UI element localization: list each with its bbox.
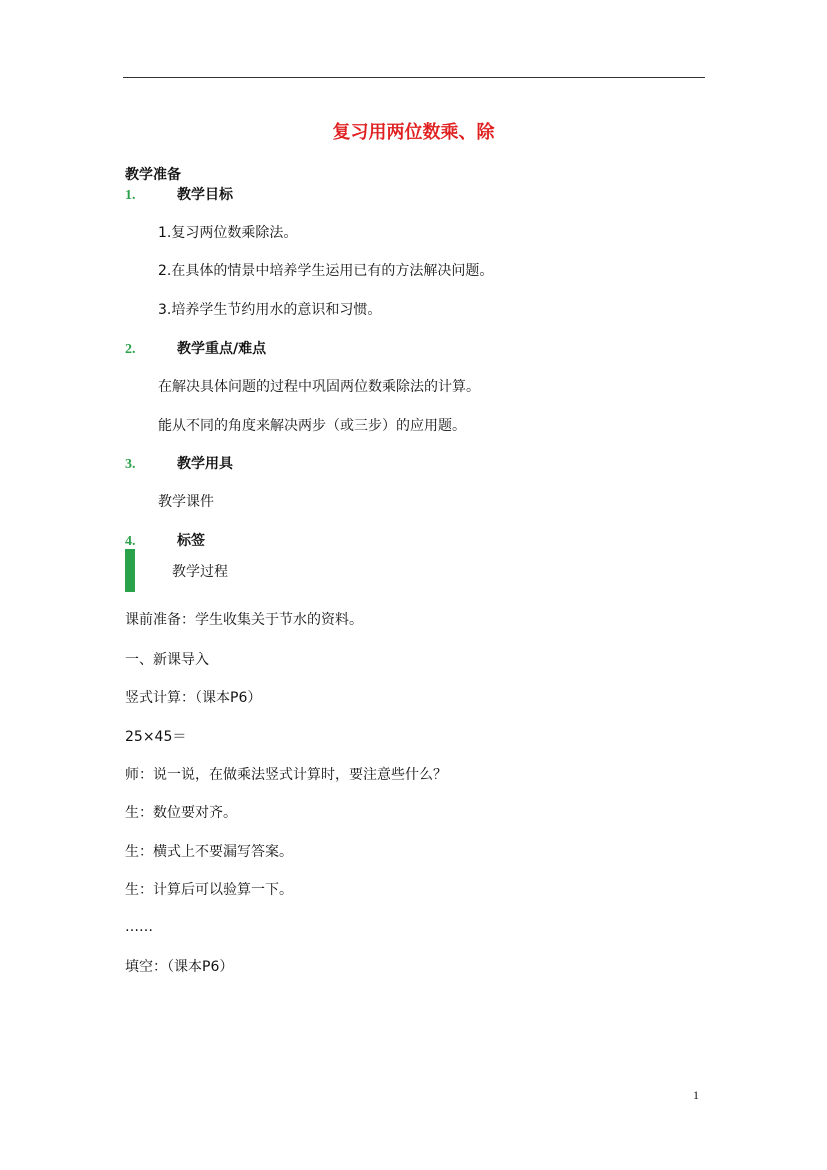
body-paragraph: …… [125,919,153,935]
section-2-heading: 教学重点/难点 [177,341,267,357]
body-paragraph: 25×45＝ [125,729,187,745]
body-paragraph: 一、新课导入 [125,652,209,668]
section-heading: 教学准备 [125,167,181,183]
body-paragraph: 生：数位要对齐。 [125,805,237,821]
body-paragraph: 生：横式上不要漏写答案。 [125,844,293,860]
section-2-item: 能从不同的角度来解决两步（或三步）的应用题。 [158,418,466,434]
section-1-heading: 教学目标 [177,187,233,203]
section-3-item: 教学课件 [158,494,214,510]
section-1-item: 1.复习两位数乘除法。 [158,225,298,241]
page-number: 1 [693,1088,699,1102]
section-1-item: 2.在具体的情景中培养学生运用已有的方法解决问题。 [158,263,494,279]
body-paragraph: 竖式计算：（课本P6） [125,690,262,706]
body-paragraph: 课前准备：学生收集关于节水的资料。 [125,612,363,628]
body-paragraph: 填空：（课本P6） [125,959,234,975]
section-2-item: 在解决具体问题的过程中巩固两位数乘除法的计算。 [158,379,480,395]
green-marker-bar [125,549,135,592]
section-1-number: 1. [125,188,136,203]
document-title: 复习用两位数乘、除 [332,122,495,143]
section-3-number: 3. [125,457,136,472]
header-rule [123,77,705,78]
section-2-number: 2. [125,342,136,357]
section-1-item: 3.培养学生节约用水的意识和习惯。 [158,302,382,318]
section-4-item: 教学过程 [172,564,228,580]
section-4-heading: 标签 [177,533,205,549]
body-paragraph: 师：说一说，在做乘法竖式计算时，要注意些什么？ [125,767,447,783]
section-3-heading: 教学用具 [177,456,233,472]
section-4-number: 4. [125,534,136,549]
body-paragraph: 生：计算后可以验算一下。 [125,882,293,898]
